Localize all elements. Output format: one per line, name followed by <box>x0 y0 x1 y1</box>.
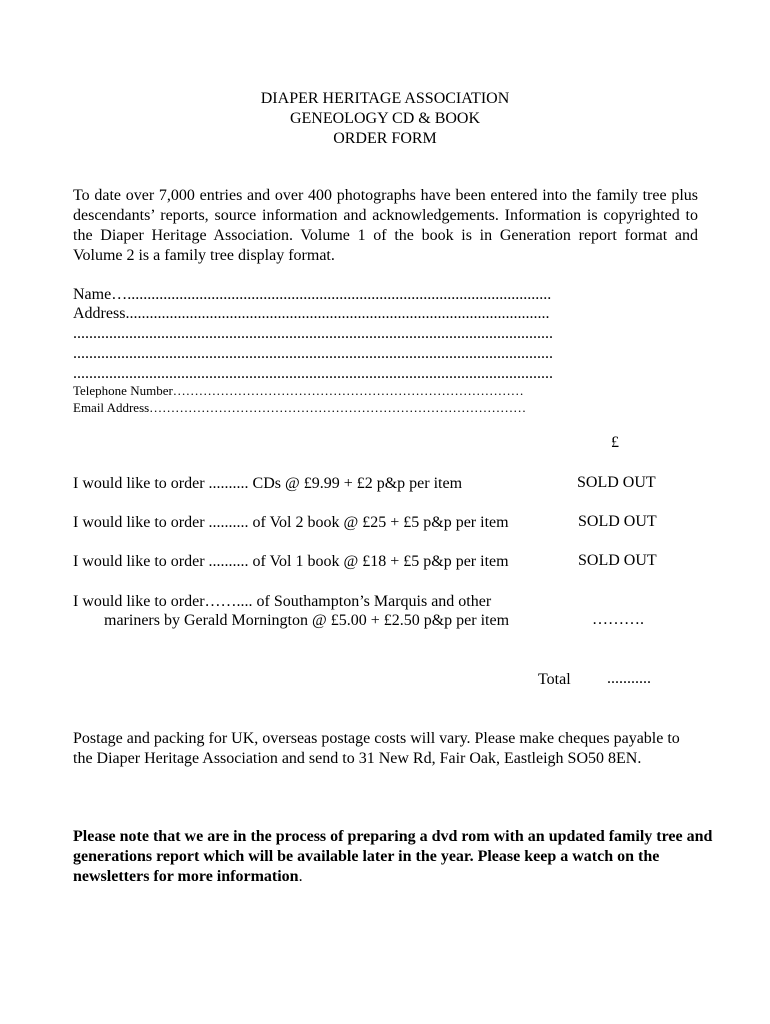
order-marquis-line[interactable]: I would like to order…….... of Southampton’s Marquis and other <box>73 593 492 610</box>
address-line-3[interactable]: ........................................................................................................................ <box>73 345 553 362</box>
total-label: Total <box>538 671 571 688</box>
address-field[interactable]: Address.......................................................................................................... <box>73 305 550 322</box>
order-vol1-status: SOLD OUT <box>578 552 657 569</box>
header-form-title: ORDER FORM <box>333 130 437 147</box>
order-cd-status: SOLD OUT <box>577 474 656 491</box>
postage-note: Postage and packing for UK, overseas postage costs will vary. Please make cheques payable to the Diaper Heritage Association and send to 31 New Rd, Fair Oak, Eastleigh SO50 8EN. <box>73 730 680 767</box>
intro-paragraph: To date over 7,000 entries and over 400 photographs have been entered into the family tree plus descendants’ reports, source information and acknowledgements. Information is copyrighted to the Diaper Heritage Association. Volume 1 of the book is in Generation report format and Volume 2 is a family tree display format. <box>73 187 698 264</box>
total-value[interactable]: ........... <box>607 670 651 687</box>
order-marquis-line-2: mariners by Gerald Mornington @ £5.00 + £2.50 p&p per item <box>104 612 510 629</box>
dvd-notice-text: Please note that we are in the process of preparing a dvd rom with an updated family tree and generations report which will be available later in the year. Please keep a watch on the newsletters for more information <box>73 828 713 885</box>
address-line-4[interactable]: ........................................................................................................................ <box>73 365 553 382</box>
address-line-2[interactable]: ........................................................................................................................ <box>73 325 553 342</box>
order-cd-line[interactable]: I would like to order .......... CDs @ £9.99 + £2 p&p per item <box>73 475 463 492</box>
dvd-notice <box>73 827 713 887</box>
currency-symbol: £ <box>611 434 619 451</box>
dvd-notice-end: . <box>298 868 303 885</box>
name-field[interactable]: Name….......................................................................................................... <box>73 286 552 303</box>
header-organisation: DIAPER HERITAGE ASSOCIATION <box>260 90 510 107</box>
order-vol2-status: SOLD OUT <box>578 513 657 530</box>
order-vol1-line[interactable]: I would like to order .......... of Vol 1 book @ £18 + £5 p&p per item <box>73 553 509 570</box>
email-field[interactable]: Email Address…………………………………………………………………………… <box>73 400 527 415</box>
order-vol2-line[interactable]: I would like to order .......... of Vol 2 book @ £25 + £5 p&p per item <box>73 514 509 531</box>
order-marquis-amount[interactable]: ………. <box>592 611 644 628</box>
header-product: GENEOLOGY CD & BOOK <box>289 110 481 127</box>
telephone-field[interactable]: Telephone Number……………………………………………………………………… <box>73 383 524 398</box>
